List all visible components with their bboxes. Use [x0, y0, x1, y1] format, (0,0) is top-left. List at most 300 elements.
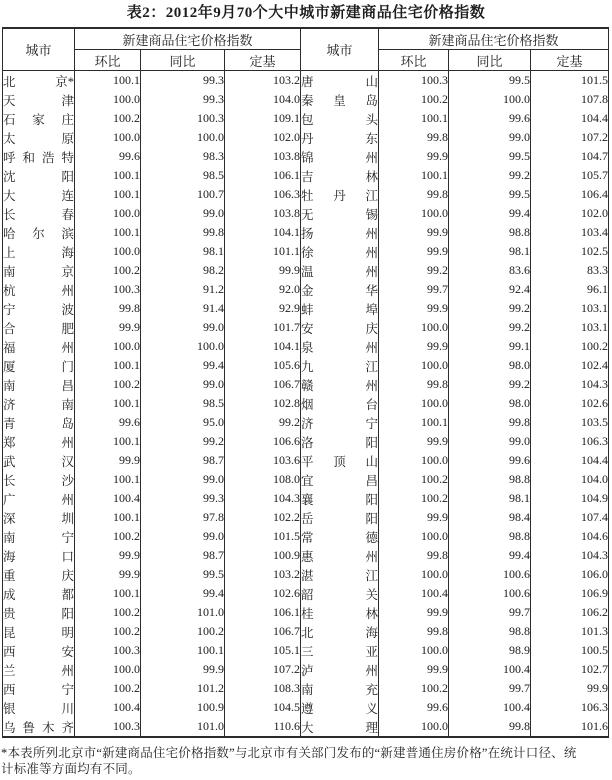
subheader-mom-left: 环比	[75, 50, 141, 71]
city-name: 银 川	[3, 701, 74, 716]
index-value-cell: 98.4	[449, 508, 531, 527]
index-value-cell: 100.1	[75, 394, 141, 413]
table-row	[3, 356, 609, 375]
city-name: 烟 台	[301, 397, 378, 412]
index-value-cell: 99.7	[379, 280, 449, 299]
index-value-cell: 100.3	[141, 109, 225, 128]
city-name: 蚌 埠	[301, 302, 378, 317]
city-cell-right	[301, 242, 379, 261]
table-row	[3, 489, 609, 508]
index-value-cell: 102.0	[225, 128, 301, 147]
table-header	[3, 28, 609, 71]
index-value-cell: 100.7	[141, 185, 225, 204]
table-row	[3, 413, 609, 432]
index-value-cell: 98.8	[449, 223, 531, 242]
city-cell-left	[3, 717, 75, 737]
city-name: 大 理	[301, 720, 378, 735]
city-cell-left	[3, 318, 75, 337]
city-cell-right	[301, 128, 379, 147]
table-row	[3, 603, 609, 622]
city-cell-right	[301, 356, 379, 375]
index-value-cell: 104.0	[225, 90, 301, 109]
city-cell-left	[3, 641, 75, 660]
city-cell-right	[301, 565, 379, 584]
city-name: 长 春	[3, 207, 74, 222]
city-name: 石 家 庄	[3, 112, 74, 127]
table-row	[3, 451, 609, 470]
city-name: 昆 明	[3, 625, 74, 640]
index-value-cell: 99.9	[75, 318, 141, 337]
index-value-cell: 99.2	[449, 375, 531, 394]
index-value-cell: 99.3	[141, 489, 225, 508]
index-value-cell: 102.6	[531, 394, 609, 413]
city-name: 包 头	[301, 112, 378, 127]
index-value-cell: 99.9	[379, 337, 449, 356]
index-value-cell: 99.9	[379, 432, 449, 451]
city-name: 贵 阳	[3, 606, 74, 621]
index-value-cell: 106.3	[531, 698, 609, 717]
city-name: 常 德	[301, 530, 378, 545]
table-row	[3, 679, 609, 698]
index-value-cell: 103.2	[225, 565, 301, 584]
table-row	[3, 432, 609, 451]
city-cell-left	[3, 451, 75, 470]
city-name: 泸 州	[301, 663, 378, 678]
city-name: 惠 州	[301, 549, 378, 564]
index-value-cell: 99.9	[379, 603, 449, 622]
table-row	[3, 394, 609, 413]
index-value-cell: 92.4	[449, 280, 531, 299]
city-cell-right	[301, 147, 379, 166]
city-cell-right	[301, 166, 379, 185]
index-value-cell: 100.1	[379, 166, 449, 185]
index-value-cell: 99.8	[449, 717, 531, 737]
index-value-cell: 99.4	[449, 546, 531, 565]
table-row	[3, 375, 609, 394]
index-value-cell: 99.2	[449, 318, 531, 337]
index-value-cell: 103.1	[531, 299, 609, 318]
index-value-cell: 109.1	[225, 109, 301, 128]
subheader-yoy-right: 同比	[449, 50, 531, 71]
index-value-cell: 100.0	[379, 318, 449, 337]
table-row	[3, 280, 609, 299]
city-cell-left	[3, 698, 75, 717]
index-value-cell: 99.8	[141, 223, 225, 242]
index-value-cell: 99.0	[141, 527, 225, 546]
city-cell-right	[301, 280, 379, 299]
index-value-cell: 100.1	[75, 185, 141, 204]
index-value-cell: 99.9	[75, 565, 141, 584]
index-value-cell: 98.7	[141, 451, 225, 470]
index-value-cell: 100.6	[449, 584, 531, 603]
city-cell-right	[301, 584, 379, 603]
index-value-cell: 100.1	[75, 166, 141, 185]
index-value-cell: 99.4	[141, 584, 225, 603]
city-name: 泉 州	[301, 340, 378, 355]
subheader-base-left: 定基	[225, 50, 301, 71]
index-value-cell: 99.4	[449, 204, 531, 223]
city-cell-right	[301, 204, 379, 223]
index-value-cell: 98.8	[449, 527, 531, 546]
group-header-left: 新建商品住宅价格指数	[75, 28, 301, 50]
city-cell-right	[301, 527, 379, 546]
city-cell-left	[3, 90, 75, 109]
table-row	[3, 261, 609, 280]
index-value-cell: 98.1	[449, 489, 531, 508]
index-value-cell: 99.6	[75, 147, 141, 166]
index-value-cell: 99.0	[449, 128, 531, 147]
city-name: 上 海	[3, 245, 74, 260]
index-value-cell: 103.4	[531, 223, 609, 242]
index-value-cell: 106.3	[531, 432, 609, 451]
city-name: 宜 昌	[301, 473, 378, 488]
city-cell-left	[3, 185, 75, 204]
city-header-left: 城市	[3, 28, 75, 71]
index-value-cell: 102.6	[225, 584, 301, 603]
index-value-cell: 97.8	[141, 508, 225, 527]
index-value-cell: 102.0	[531, 204, 609, 223]
index-value-cell: 107.4	[531, 508, 609, 527]
index-value-cell: 103.2	[225, 71, 301, 91]
city-name: 大 连	[3, 188, 74, 203]
index-value-cell: 99.8	[379, 622, 449, 641]
city-name: 无 锡	[301, 207, 378, 222]
index-value-cell: 100.6	[449, 565, 531, 584]
index-value-cell: 104.9	[531, 489, 609, 508]
index-value-cell: 99.9	[379, 223, 449, 242]
index-value-cell: 98.3	[141, 147, 225, 166]
index-value-cell: 100.1	[75, 356, 141, 375]
index-value-cell: 102.4	[531, 356, 609, 375]
table-row	[3, 622, 609, 641]
index-value-cell: 106.4	[531, 185, 609, 204]
city-cell-right	[301, 603, 379, 622]
index-value-cell: 101.5	[225, 527, 301, 546]
index-value-cell: 100.0	[75, 90, 141, 109]
index-value-cell: 91.4	[141, 299, 225, 318]
city-name: 沈 阳	[3, 169, 74, 184]
index-value-cell: 104.1	[225, 337, 301, 356]
city-name: 牡 丹 江	[301, 188, 378, 203]
index-value-cell: 99.6	[449, 109, 531, 128]
city-cell-right	[301, 660, 379, 679]
index-value-cell: 100.3	[75, 641, 141, 660]
index-value-cell: 99.9	[379, 299, 449, 318]
city-name: 杭 州	[3, 283, 74, 298]
city-name: 长 沙	[3, 473, 74, 488]
city-cell-left	[3, 565, 75, 584]
index-value-cell: 100.4	[449, 660, 531, 679]
index-value-cell: 92.0	[225, 280, 301, 299]
city-name: 三 亚	[301, 644, 378, 659]
city-name: 南 昌	[3, 378, 74, 393]
city-cell-left	[3, 204, 75, 223]
city-cell-left	[3, 432, 75, 451]
index-value-cell: 92.9	[225, 299, 301, 318]
city-cell-left	[3, 280, 75, 299]
city-cell-left	[3, 261, 75, 280]
index-value-cell: 98.5	[141, 394, 225, 413]
city-name: 吉 林	[301, 169, 378, 184]
city-name: 成 都	[3, 587, 74, 602]
index-value-cell: 100.0	[75, 660, 141, 679]
city-cell-left	[3, 223, 75, 242]
city-cell-right	[301, 90, 379, 109]
city-cell-left	[3, 71, 75, 91]
city-name: 湛 江	[301, 568, 378, 583]
city-name: 北 海	[301, 625, 378, 640]
city-cell-left	[3, 147, 75, 166]
index-value-cell: 91.2	[141, 280, 225, 299]
city-name: 九 江	[301, 359, 378, 374]
city-name: 韶 关	[301, 587, 378, 602]
table-row	[3, 337, 609, 356]
index-value-cell: 99.4	[141, 356, 225, 375]
index-value-cell: 101.0	[141, 717, 225, 737]
index-value-cell: 100.3	[75, 717, 141, 737]
table-row	[3, 242, 609, 261]
city-name: 安 庆	[301, 321, 378, 336]
city-cell-left	[3, 603, 75, 622]
index-value-cell: 99.0	[141, 204, 225, 223]
index-value-cell: 95.0	[141, 413, 225, 432]
city-name: 岳 阳	[301, 511, 378, 526]
index-value-cell: 100.4	[449, 698, 531, 717]
table-row	[3, 318, 609, 337]
index-value-cell: 98.7	[141, 546, 225, 565]
index-value-cell: 100.0	[141, 337, 225, 356]
index-value-cell: 104.3	[225, 489, 301, 508]
index-value-cell: 106.2	[531, 603, 609, 622]
city-cell-left	[3, 356, 75, 375]
city-cell-left	[3, 489, 75, 508]
city-name: 福 州	[3, 340, 74, 355]
city-cell-left	[3, 109, 75, 128]
subheader-base-right: 定基	[531, 50, 609, 71]
index-value-cell: 100.9	[141, 698, 225, 717]
index-value-cell: 99.5	[449, 185, 531, 204]
index-value-cell: 100.1	[75, 432, 141, 451]
index-value-cell: 100.1	[379, 413, 449, 432]
city-name: 深 圳	[3, 511, 74, 526]
table-row	[3, 166, 609, 185]
city-header-right: 城市	[301, 28, 379, 71]
index-value-cell: 99.6	[379, 698, 449, 717]
index-value-cell: 99.0	[141, 375, 225, 394]
index-value-cell: 99.8	[379, 128, 449, 147]
index-value-cell: 100.0	[379, 527, 449, 546]
index-value-cell: 99.1	[449, 337, 531, 356]
index-value-cell: 99.9	[75, 546, 141, 565]
index-value-cell: 104.3	[531, 546, 609, 565]
city-cell-right	[301, 508, 379, 527]
city-cell-right	[301, 470, 379, 489]
index-value-cell: 106.7	[225, 622, 301, 641]
city-cell-left	[3, 299, 75, 318]
table-row	[3, 204, 609, 223]
index-value-cell: 99.5	[449, 71, 531, 91]
index-value-cell: 99.2	[449, 166, 531, 185]
index-value-cell: 106.7	[225, 375, 301, 394]
city-name: 合 肥	[3, 321, 74, 336]
index-value-cell: 98.1	[449, 242, 531, 261]
index-value-cell: 100.1	[75, 508, 141, 527]
index-value-cell: 100.4	[75, 698, 141, 717]
city-name: 青 岛	[3, 416, 74, 431]
index-value-cell: 106.0	[531, 565, 609, 584]
index-value-cell: 99.9	[379, 242, 449, 261]
index-value-cell: 98.2	[141, 261, 225, 280]
index-value-cell: 99.7	[449, 603, 531, 622]
index-value-cell: 98.8	[449, 622, 531, 641]
index-value-cell: 98.5	[141, 166, 225, 185]
index-value-cell: 100.4	[75, 489, 141, 508]
city-cell-right	[301, 337, 379, 356]
table-row	[3, 508, 609, 527]
index-value-cell: 102.2	[225, 508, 301, 527]
city-name: 宁 波	[3, 302, 74, 317]
index-value-cell: 105.7	[531, 166, 609, 185]
index-value-cell: 104.5	[225, 698, 301, 717]
city-name: 徐 州	[301, 245, 378, 260]
index-value-cell: 100.2	[379, 679, 449, 698]
city-cell-right	[301, 451, 379, 470]
index-value-cell: 104.4	[531, 109, 609, 128]
index-value-cell: 108.3	[225, 679, 301, 698]
index-value-cell: 100.1	[75, 584, 141, 603]
table-row	[3, 698, 609, 717]
index-value-cell: 100.2	[379, 470, 449, 489]
city-cell-right	[301, 299, 379, 318]
index-value-cell: 99.8	[75, 299, 141, 318]
index-value-cell: 104.1	[225, 223, 301, 242]
city-cell-right	[301, 71, 379, 91]
index-value-cell: 106.9	[531, 584, 609, 603]
index-value-cell: 101.1	[225, 242, 301, 261]
index-value-cell: 100.3	[379, 71, 449, 91]
city-name: 桂 林	[301, 606, 378, 621]
index-value-cell: 100.2	[379, 90, 449, 109]
index-value-cell: 103.8	[225, 204, 301, 223]
index-value-cell: 107.8	[531, 90, 609, 109]
index-value-cell: 96.1	[531, 280, 609, 299]
table-row	[3, 470, 609, 489]
index-value-cell: 104.7	[531, 147, 609, 166]
index-value-cell: 101.5	[531, 71, 609, 91]
index-value-cell: 98.0	[449, 394, 531, 413]
city-cell-right	[301, 185, 379, 204]
index-value-cell: 100.2	[75, 603, 141, 622]
city-cell-right	[301, 622, 379, 641]
table-row	[3, 641, 609, 660]
index-value-cell: 99.7	[449, 679, 531, 698]
index-value-cell: 100.0	[379, 204, 449, 223]
city-cell-left	[3, 508, 75, 527]
table-row	[3, 299, 609, 318]
index-value-cell: 99.9	[141, 660, 225, 679]
city-name: 武 汉	[3, 454, 74, 469]
index-value-cell: 106.1	[225, 603, 301, 622]
city-cell-left	[3, 622, 75, 641]
index-value-cell: 99.9	[75, 451, 141, 470]
index-value-cell: 100.1	[141, 641, 225, 660]
city-cell-right	[301, 223, 379, 242]
index-value-cell: 99.6	[75, 413, 141, 432]
city-cell-right	[301, 261, 379, 280]
index-value-cell: 106.3	[225, 185, 301, 204]
index-value-cell: 107.2	[531, 128, 609, 147]
index-value-cell: 101.2	[141, 679, 225, 698]
index-value-cell: 106.1	[225, 166, 301, 185]
index-value-cell: 105.1	[225, 641, 301, 660]
index-value-cell: 99.2	[225, 413, 301, 432]
city-name: 西 宁	[3, 682, 74, 697]
index-value-cell: 83.6	[449, 261, 531, 280]
index-value-cell: 100.0	[379, 565, 449, 584]
index-value-cell: 99.9	[531, 679, 609, 698]
index-value-cell: 99.0	[141, 470, 225, 489]
group-header-right: 新建商品住宅价格指数	[379, 28, 609, 50]
index-value-cell: 99.8	[379, 546, 449, 565]
index-value-cell: 102.8	[225, 394, 301, 413]
price-index-table	[2, 27, 609, 738]
index-value-cell: 105.6	[225, 356, 301, 375]
index-value-cell: 104.3	[531, 375, 609, 394]
index-value-cell: 103.8	[225, 147, 301, 166]
city-cell-right	[301, 641, 379, 660]
table-row	[3, 71, 609, 91]
city-name: 北 京*	[3, 74, 74, 89]
index-value-cell: 106.6	[225, 432, 301, 451]
index-value-cell: 100.2	[379, 489, 449, 508]
index-value-cell: 100.0	[75, 204, 141, 223]
city-name: 乌 鲁 木 齐	[3, 720, 74, 735]
index-value-cell: 99.9	[379, 147, 449, 166]
index-value-cell: 110.6	[225, 717, 301, 737]
index-value-cell: 99.6	[449, 451, 531, 470]
index-value-cell: 100.0	[379, 717, 449, 737]
index-value-cell: 99.5	[449, 147, 531, 166]
index-value-cell: 99.0	[449, 432, 531, 451]
table-row	[3, 185, 609, 204]
index-value-cell: 104.0	[531, 470, 609, 489]
city-cell-right	[301, 394, 379, 413]
table-row	[3, 660, 609, 679]
city-name: 南 充	[301, 682, 378, 697]
table-row	[3, 584, 609, 603]
index-value-cell: 98.9	[449, 641, 531, 660]
city-name: 襄 阳	[301, 492, 378, 507]
index-value-cell: 101.7	[225, 318, 301, 337]
city-cell-right	[301, 432, 379, 451]
index-value-cell: 100.1	[75, 71, 141, 91]
index-value-cell: 99.5	[141, 565, 225, 584]
index-value-cell: 99.3	[141, 90, 225, 109]
city-cell-left	[3, 375, 75, 394]
city-cell-left	[3, 337, 75, 356]
city-cell-right	[301, 375, 379, 394]
city-name: 济 宁	[301, 416, 378, 431]
city-cell-right	[301, 489, 379, 508]
index-value-cell: 103.5	[531, 413, 609, 432]
city-name: 兰 州	[3, 663, 74, 678]
city-cell-left	[3, 128, 75, 147]
index-value-cell: 108.0	[225, 470, 301, 489]
index-value-cell: 100.2	[75, 527, 141, 546]
index-value-cell: 83.3	[531, 261, 609, 280]
city-name: 锦 州	[301, 150, 378, 165]
subheader-yoy-left: 同比	[141, 50, 225, 71]
